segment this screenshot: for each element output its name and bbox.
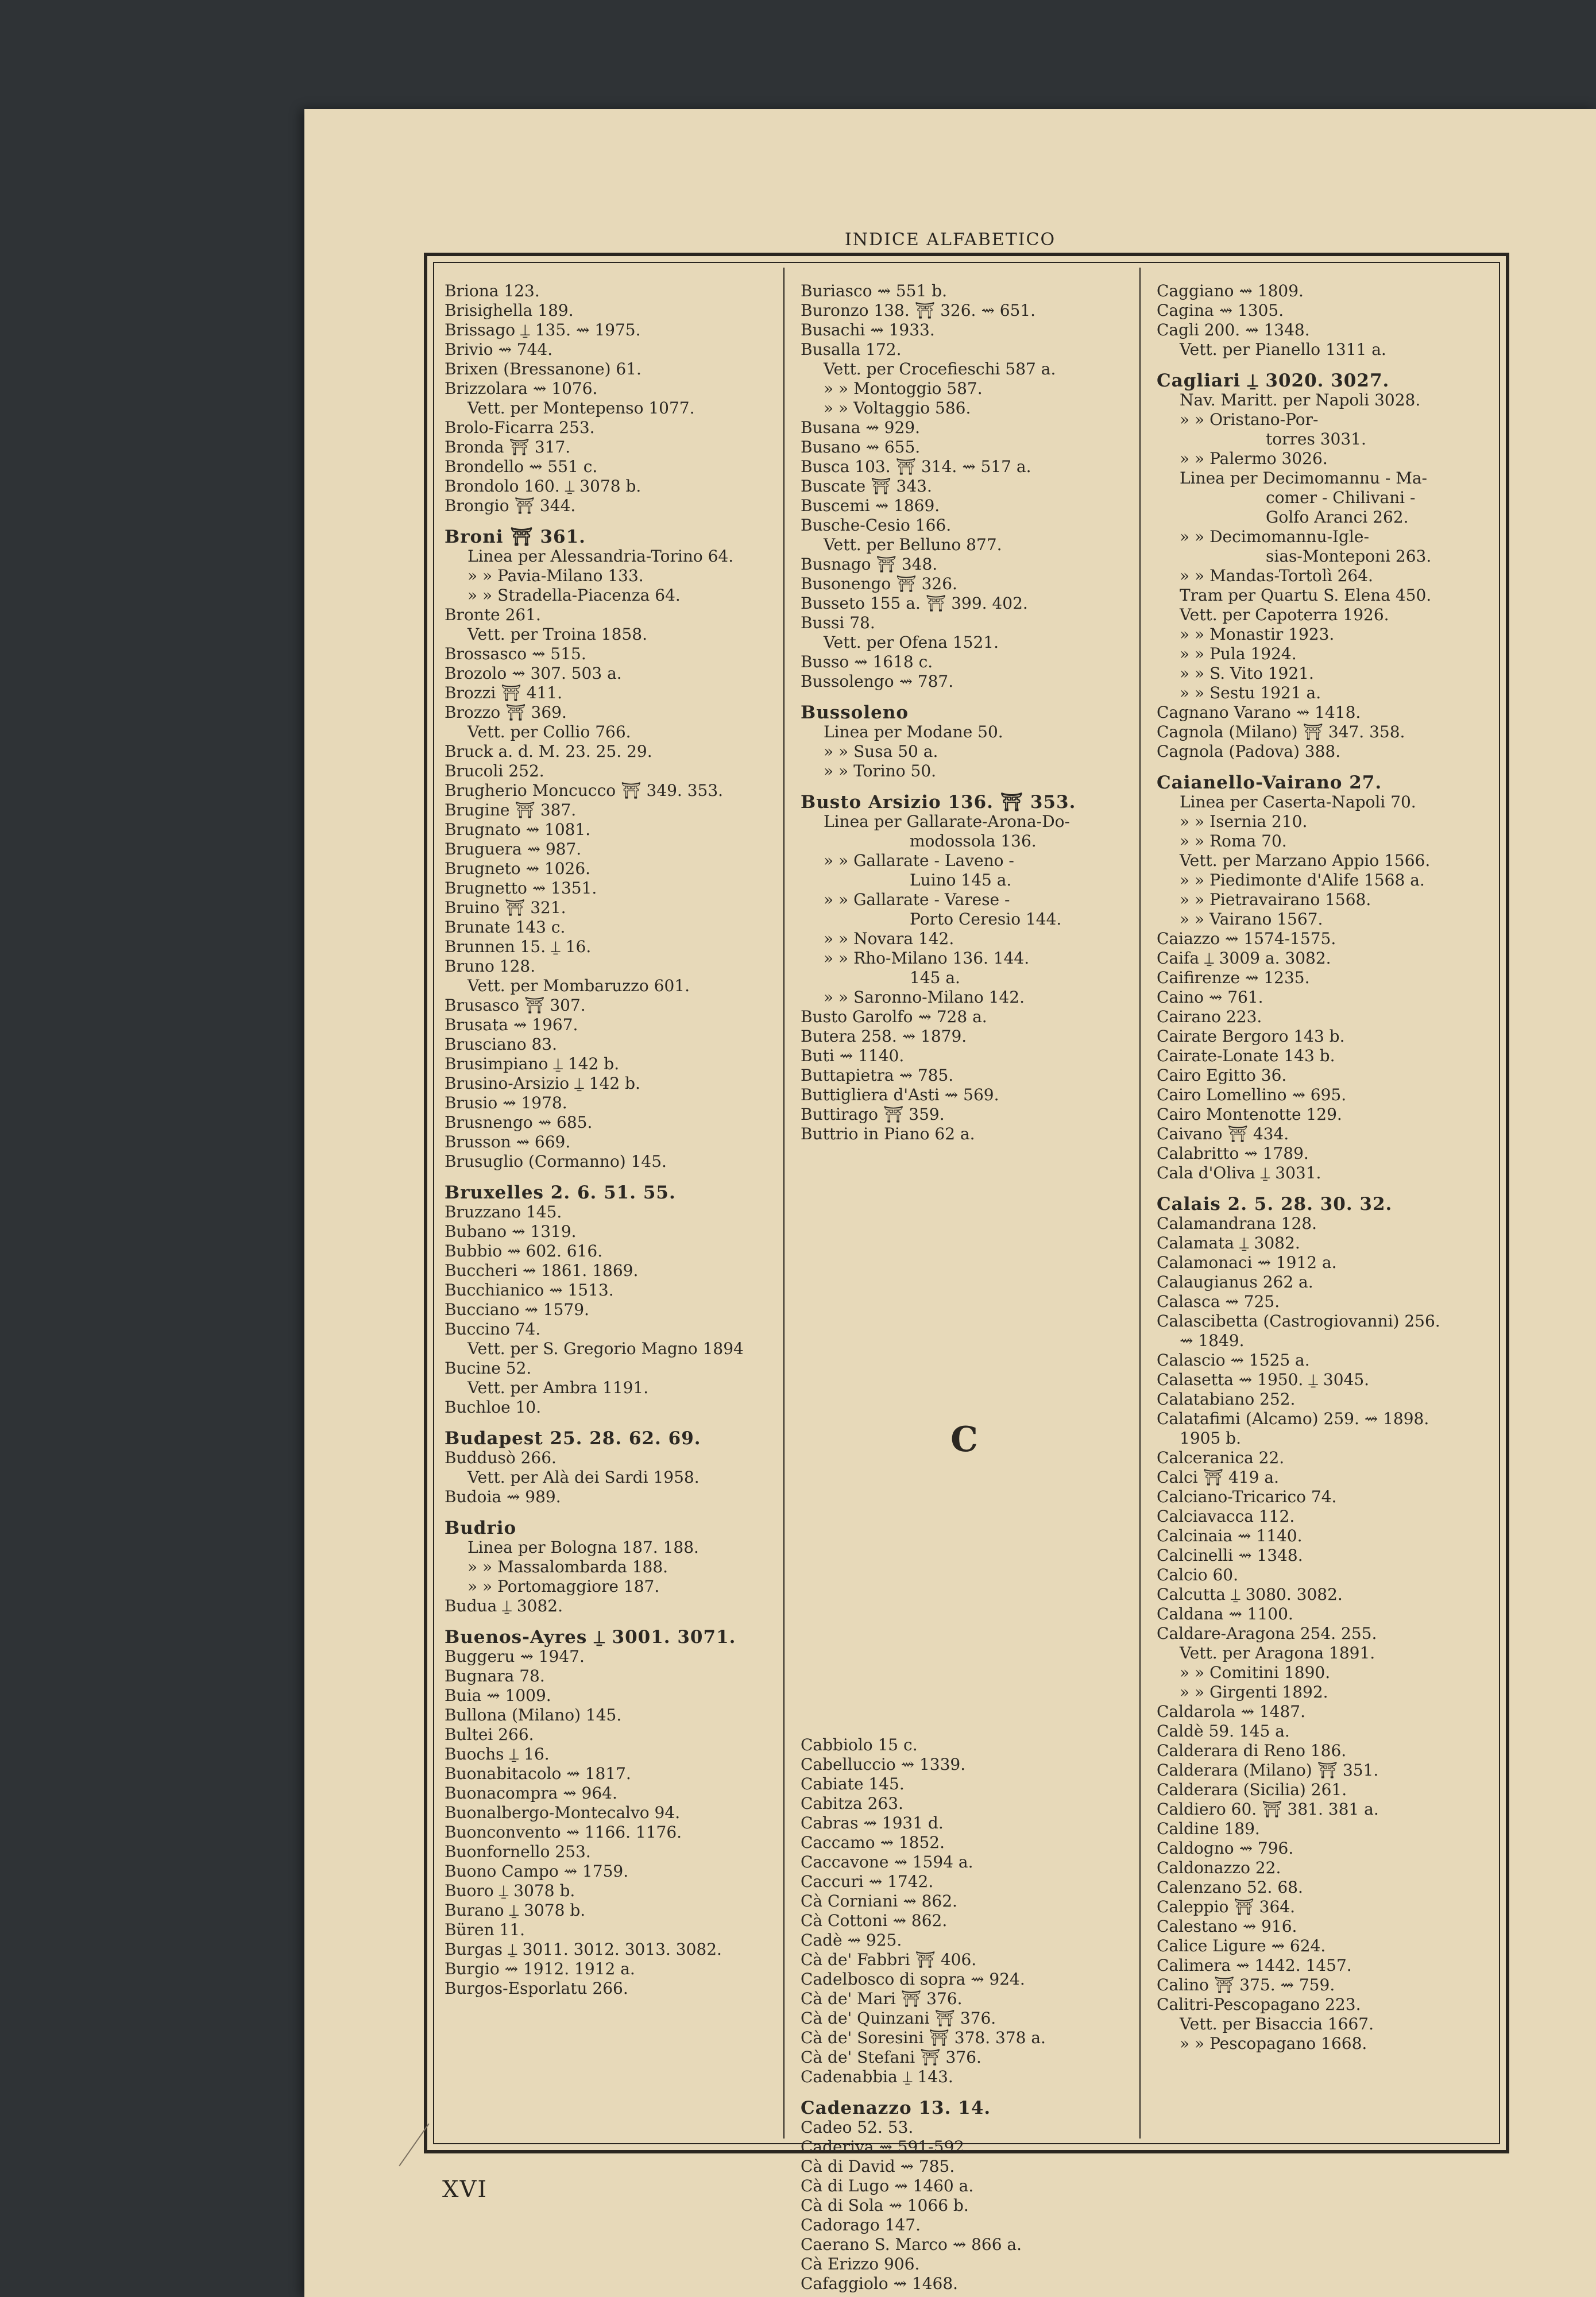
index-entry: Calimera ⇝ 1442. 1457. [1157, 1956, 1352, 1975]
index-sub-entry: » » Decimomannu-Igle- [1180, 527, 1369, 546]
index-entry: Cà de' Quinzani ⛩ 376. [801, 2009, 996, 2028]
index-sub-entry: » » Pavia-Milano 133. [467, 566, 644, 585]
index-sub-entry: » » Stradella-Piacenza 64. [467, 586, 681, 605]
index-entry: Caldonazzo 22. [1157, 1858, 1281, 1877]
index-entry: Brusimpiano ⍊ 142 b. [445, 1054, 620, 1073]
index-entry-continuation: 145 a. [910, 968, 960, 987]
index-entry: Brossasco ⇝ 515. [445, 644, 586, 663]
index-sub-entry: Linea per Alessandria-Torino 64. [467, 547, 734, 566]
index-entry: Büren 11. [445, 1920, 525, 1939]
index-heading-entry: Buenos-Ayres ⍊ 3001. 3071. [445, 1627, 736, 1648]
index-entry: Cabiate 145. [801, 1774, 905, 1793]
index-entry: Buccino 74. [445, 1320, 541, 1339]
index-entry: Budua ⍊ 3082. [445, 1596, 563, 1615]
index-entry: Brusata ⇝ 1967. [445, 1015, 578, 1034]
index-entry: Cà Cottoni ⇝ 862. [801, 1911, 948, 1930]
index-entry: Butera 258. ⇝ 1879. [801, 1027, 967, 1046]
index-entry: Brugherio Moncucco ⛩ 349. 353. [445, 781, 724, 800]
index-entry: Busalla 172. [801, 340, 902, 359]
index-entry: Calciavacca 112. [1157, 1507, 1295, 1526]
index-sub-entry: Vett. per Ambra 1191. [467, 1378, 649, 1397]
index-entry: Brondolo 160. ⍊ 3078 b. [445, 477, 642, 496]
index-entry: Bronte 261. [445, 605, 541, 624]
index-entry: Caldarola ⇝ 1487. [1157, 1702, 1305, 1721]
index-sub-entry: » » Monastir 1923. [1180, 625, 1335, 644]
index-entry: Budoia ⇝ 989. [445, 1487, 561, 1506]
index-sub-entry: Vett. per Collio 766. [467, 722, 631, 741]
index-entry: Buonabitacolo ⇝ 1817. [445, 1764, 631, 1783]
index-entry: Calceranica 22. [1157, 1448, 1285, 1467]
index-sub-entry: » » Novara 142. [824, 929, 954, 948]
index-entry: Bruck a. d. M. 23. 25. 29. [445, 742, 652, 761]
index-entry: Buscemi ⇝ 1869. [801, 496, 940, 515]
index-entry: Bruno 128. [445, 957, 536, 976]
index-heading-entry: Calais 2. 5. 28. 30. 32. [1157, 1194, 1393, 1215]
index-entry: Busonengo ⛩ 326. [801, 574, 957, 593]
index-column-3 [1157, 281, 1490, 2133]
index-entry: Brozzo ⛩ 369. [445, 703, 567, 722]
index-sub-entry: Vett. per Ofena 1521. [824, 633, 999, 652]
index-sub-entry: » » Isernia 210. [1180, 812, 1308, 831]
index-sub-entry: Vett. per Belluno 877. [824, 535, 1002, 554]
index-entry: Buchloe 10. [445, 1398, 542, 1417]
section-gap [801, 1144, 1128, 1391]
index-sub-entry: » » Pietravairano 1568. [1180, 890, 1371, 909]
column-rule-1 [783, 268, 785, 2139]
index-sub-entry: » » Sestu 1921 a. [1180, 683, 1321, 702]
index-sub-entry: Nav. Maritt. per Napoli 3028. [1180, 390, 1421, 409]
index-entry: Buddusò 266. [445, 1448, 557, 1467]
index-entry: Calamata ⍊ 3082. [1157, 1233, 1300, 1252]
index-sub-entry: » » Susa 50 a. [824, 742, 938, 761]
index-sub-entry: 1905 b. [1180, 1429, 1241, 1448]
index-entry: Cà di Sola ⇝ 1066 b. [801, 2196, 969, 2215]
index-entry: Buttigliera d'Asti ⇝ 569. [801, 1085, 999, 1104]
book-page [304, 109, 1596, 2297]
index-entry: Cairate-Lonate 143 b. [1157, 1046, 1335, 1065]
index-entry: Cairo Lomellino ⇝ 695. [1157, 1085, 1347, 1104]
index-sub-entry: Vett. per S. Gregorio Magno 1894 [467, 1339, 744, 1358]
index-entry: Calderara (Sicilia) 261. [1157, 1780, 1347, 1799]
index-entry: Calamonaci ⇝ 1912 a. [1157, 1253, 1337, 1272]
index-entry: Calci ⛩ 419 a. [1157, 1468, 1279, 1487]
index-heading-entry: Bussoleno [801, 702, 909, 723]
index-heading-entry: Cagliari ⍊ 3020. 3027. [1157, 370, 1390, 391]
index-entry: Cà di David ⇝ 785. [801, 2157, 955, 2176]
index-entry: Bruguera ⇝ 987. [445, 840, 582, 859]
index-sub-entry: » » Pescopagano 1668. [1180, 2034, 1367, 2053]
index-entry-continuation: torres 3031. [1266, 430, 1366, 448]
index-entry: Caerano S. Marco ⇝ 866 a. [801, 2235, 1022, 2254]
index-entry: Brunate 143 c. [445, 918, 566, 937]
index-entry: Bruino ⛩ 321. [445, 898, 566, 917]
index-entry: Cabbiolo 15 c. [801, 1735, 918, 1754]
index-sub-entry: Vett. per Crocefieschi 587 a. [824, 359, 1056, 378]
index-entry: Cairano 223. [1157, 1007, 1262, 1026]
index-entry: Cabelluccio ⇝ 1339. [801, 1755, 966, 1774]
index-sub-entry: Linea per Modane 50. [824, 722, 1003, 741]
index-entry: Cairate Bergoro 143 b. [1157, 1027, 1345, 1046]
index-sub-entry: Vett. per Alà dei Sardi 1958. [467, 1468, 700, 1487]
column-rule-2 [1139, 268, 1141, 2139]
index-sub-entry: Linea per Bologna 187. 188. [467, 1538, 699, 1557]
index-entry: Cagnola (Padova) 388. [1157, 742, 1341, 761]
index-column-1 [445, 281, 772, 2133]
index-entry: Calatabiano 252. [1157, 1390, 1296, 1409]
index-entry: Calenzano 52. 68. [1157, 1878, 1303, 1897]
index-sub-entry: » » Comitini 1890. [1180, 1663, 1331, 1682]
index-heading-entry: Budapest 25. 28. 62. 69. [445, 1428, 701, 1449]
index-sub-entry: » » Saronno-Milano 142. [824, 988, 1025, 1007]
index-entry: Caiazzo ⇝ 1574-1575. [1157, 929, 1336, 948]
index-heading-entry: Caianello-Vairano 27. [1157, 772, 1382, 793]
index-sub-entry: Vett. per Montepenso 1077. [467, 399, 695, 417]
index-entry: Buonacompra ⇝ 964. [445, 1784, 617, 1803]
index-sub-entry: » » Montoggio 587. [824, 379, 983, 398]
index-entry: Cà de' Soresini ⛩ 378. 378 a. [801, 2028, 1046, 2047]
index-entry: Calaugianus 262 a. [1157, 1273, 1313, 1291]
running-head: INDICE ALFABETICO [844, 230, 1056, 250]
index-heading-entry: Busto Arsizio 136. ⛩ 353. [801, 792, 1076, 813]
index-sub-entry: » » Pula 1924. [1180, 644, 1297, 663]
index-entry: Caccavone ⇝ 1594 a. [801, 1853, 973, 1871]
index-entry: Calitri-Pescopagano 223. [1157, 1995, 1361, 2014]
index-entry: Cadelbosco di sopra ⇝ 924. [801, 1970, 1025, 1989]
index-entry: Brusciano 83. [445, 1035, 558, 1054]
index-entry: Buonalbergo-Montecalvo 94. [445, 1803, 681, 1822]
index-entry: Cà de' Stefani ⛩ 376. [801, 2048, 981, 2067]
index-entry: Caifa ⍊ 3009 a. 3082. [1157, 949, 1331, 968]
index-heading-entry: Bruxelles 2. 6. 51. 55. [445, 1182, 676, 1203]
index-entry: Calasetta ⇝ 1950. ⍊ 3045. [1157, 1370, 1370, 1389]
index-entry: Burgio ⇝ 1912. 1912 a. [445, 1959, 635, 1978]
index-sub-entry: » » Rho-Milano 136. 144. [824, 949, 1030, 968]
page-number: XVI [442, 2176, 488, 2203]
index-entry: Bussolengo ⇝ 787. [801, 672, 954, 691]
index-entry: Calice Ligure ⇝ 624. [1157, 1936, 1326, 1955]
index-entry: Brissago ⍊ 135. ⇝ 1975. [445, 320, 641, 339]
index-entry: Caldine 189. [1157, 1819, 1260, 1838]
index-entry: Calamandrana 128. [1157, 1214, 1317, 1233]
index-entry: Cagnola (Milano) ⛩ 347. 358. [1157, 722, 1405, 741]
index-entry: Busseto 155 a. ⛩ 399. 402. [801, 594, 1028, 613]
index-sub-entry: » » Gallarate - Varese - [824, 890, 1010, 909]
index-entry: Cà de' Mari ⛩ 376. [801, 1989, 963, 2008]
index-sub-entry: Linea per Caserta-Napoli 70. [1180, 792, 1416, 811]
index-entry: Buonfornello 253. [445, 1842, 591, 1861]
index-entry: Busso ⇝ 1618 c. [801, 652, 933, 671]
index-entry: Buoro ⍊ 3078 b. [445, 1881, 575, 1900]
index-entry: Bubbio ⇝ 602. 616. [445, 1242, 603, 1260]
index-entry: Buttirago ⛩ 359. [801, 1105, 945, 1124]
index-sub-entry: » » Palermo 3026. [1180, 449, 1328, 468]
index-entry: Cà Corniani ⇝ 862. [801, 1892, 957, 1911]
index-entry: Calatafimi (Alcamo) 259. ⇝ 1898. [1157, 1409, 1429, 1428]
index-sub-entry: Vett. per Marzano Appio 1566. [1180, 851, 1431, 870]
index-sub-entry: » » Gallarate - Laveno - [824, 851, 1014, 870]
index-entry: Cadeo 52. 53. [801, 2118, 914, 2137]
index-sub-entry: Vett. per Aragona 1891. [1180, 1644, 1375, 1662]
index-entry: Bubano ⇝ 1319. [445, 1222, 577, 1241]
index-sub-entry: Tram per Quartu S. Elena 450. [1180, 586, 1432, 605]
index-sub-entry: » » Torino 50. [824, 761, 937, 780]
index-entry: Brugneto ⇝ 1026. [445, 859, 591, 878]
index-entry: Cabras ⇝ 1931 d. [801, 1813, 944, 1832]
index-sub-entry: » » Girgenti 1892. [1180, 1683, 1328, 1702]
index-entry: Buronzo 138. ⛩ 326. ⇝ 651. [801, 301, 1036, 320]
index-heading-entry: Budrio [445, 1518, 517, 1538]
index-entry: Caifirenze ⇝ 1235. [1157, 968, 1310, 987]
index-entry: Calcutta ⍊ 3080. 3082. [1157, 1585, 1343, 1604]
index-entry: Calcinelli ⇝ 1348. [1157, 1546, 1303, 1565]
index-entry: Caivano ⛩ 434. [1157, 1124, 1289, 1143]
index-sub-entry: » » Portomaggiore 187. [467, 1577, 660, 1596]
index-sub-entry: Vett. per Bisaccia 1667. [1180, 2014, 1374, 2033]
index-entry: Buttrio in Piano 62 a. [801, 1124, 975, 1143]
index-entry: Cala d'Oliva ⍊ 3031. [1157, 1163, 1321, 1182]
index-entry: Cagli 200. ⇝ 1348. [1157, 320, 1310, 339]
section-gap [801, 1488, 1128, 1735]
index-entry: Brizzolara ⇝ 1076. [445, 379, 598, 398]
index-entry: Buonconvento ⇝ 1166. 1176. [445, 1823, 682, 1842]
index-entry: Brixen (Bressanone) 61. [445, 359, 642, 378]
index-entry: Bullona (Milano) 145. [445, 1706, 622, 1724]
index-entry: Calciano-Tricarico 74. [1157, 1487, 1337, 1506]
index-entry: Bultei 266. [445, 1725, 534, 1744]
index-entry: Burgos-Esporlatu 266. [445, 1979, 628, 1998]
index-entry: Burgas ⍊ 3011. 3012. 3013. 3082. [445, 1940, 722, 1959]
index-entry: Busche-Cesio 166. [801, 516, 952, 535]
index-sub-entry: » » Piedimonte d'Alife 1568 a. [1180, 871, 1425, 890]
index-entry: Cairo Montenotte 129. [1157, 1105, 1342, 1124]
index-entry: Calcinaia ⇝ 1140. [1157, 1526, 1303, 1545]
index-entry: Brucoli 252. [445, 761, 544, 780]
index-entry: Busana ⇝ 929. [801, 418, 921, 437]
index-entry: Brivio ⇝ 744. [445, 340, 553, 359]
index-entry: Buccheri ⇝ 1861. 1869. [445, 1261, 639, 1280]
index-entry: Bucchianico ⇝ 1513. [445, 1281, 614, 1300]
section-letter: C [950, 1420, 978, 1460]
index-entry: Caccamo ⇝ 1852. [801, 1833, 945, 1852]
index-entry: Calderara (Milano) ⛩ 351. [1157, 1761, 1379, 1780]
index-sub-entry: Linea per Gallarate-Arona-Do- [824, 812, 1070, 831]
index-sub-entry: » » Roma 70. [1180, 832, 1287, 850]
index-entry: Brusio ⇝ 1978. [445, 1093, 567, 1112]
index-entry: Bucine 52. [445, 1359, 532, 1378]
index-entry: Bugnara 78. [445, 1666, 545, 1685]
index-sub-entry: » » Voltaggio 586. [824, 399, 971, 417]
index-entry: Brugnetto ⇝ 1351. [445, 879, 597, 898]
index-entry: Cà de' Fabbri ⛩ 406. [801, 1950, 977, 1969]
index-entry: Cagnano Varano ⇝ 1418. [1157, 703, 1361, 722]
index-entry: Cadè ⇝ 925. [801, 1931, 902, 1950]
index-entry: Brugnato ⇝ 1081. [445, 820, 591, 839]
index-entry: Cà Erizzo 906. [801, 2255, 920, 2273]
index-entry: Brusson ⇝ 669. [445, 1132, 571, 1151]
index-sub-entry: » » Massalombarda 188. [467, 1557, 668, 1576]
index-entry: Brondello ⇝ 551 c. [445, 457, 598, 476]
index-entry: Cà di Lugo ⇝ 1460 a. [801, 2176, 974, 2195]
index-entry-continuation: modossola 136. [910, 832, 1037, 850]
index-entry: Brugine ⛩ 387. [445, 801, 577, 819]
index-sub-entry: » » Oristano-Por- [1180, 410, 1319, 429]
index-sub-entry: ⇝ 1849. [1180, 1331, 1245, 1350]
index-entry: Caldare-Aragona 254. 255. [1157, 1624, 1377, 1643]
index-entry: Calino ⛩ 375. ⇝ 759. [1157, 1975, 1335, 1994]
index-entry: Cadorago 147. [801, 2215, 921, 2234]
index-entry: Bronda ⛩ 317. [445, 438, 571, 457]
index-entry: Caldè 59. 145 a. [1157, 1722, 1290, 1741]
index-entry: Calabritto ⇝ 1789. [1157, 1144, 1309, 1163]
index-entry: Busnago ⛩ 348. [801, 555, 938, 574]
index-entry: Buggeru ⇝ 1947. [445, 1647, 585, 1666]
index-entry: Calasca ⇝ 725. [1157, 1292, 1280, 1311]
index-entry: Brusino-Arsizio ⍊ 142 b. [445, 1074, 640, 1093]
index-entry: Brisighella 189. [445, 301, 574, 320]
index-entry: Caccuri ⇝ 1742. [801, 1872, 934, 1891]
index-entry: Cadenabbia ⍊ 143. [801, 2067, 953, 2086]
index-entry: Cafaggiolo ⇝ 1468. [801, 2274, 959, 2293]
index-entry: Brusuglio (Cormanno) 145. [445, 1152, 667, 1171]
index-entry: Busto Garolfo ⇝ 728 a. [801, 1007, 987, 1026]
index-entry: Buono Campo ⇝ 1759. [445, 1862, 629, 1881]
index-entry: Busano ⇝ 655. [801, 438, 921, 457]
index-heading-entry: Cadenazzo 13. 14. [801, 2098, 991, 2118]
index-entry-continuation: comer - Chilivani - [1266, 488, 1416, 507]
index-entry: Brunnen 15. ⍊ 16. [445, 937, 592, 956]
index-entry: Buttapietra ⇝ 785. [801, 1066, 954, 1085]
index-entry: Caderiva ⇝ 591-592. [801, 2137, 969, 2156]
index-sub-entry: Linea per Decimomannu - Ma- [1180, 469, 1428, 488]
index-entry-continuation: sias-Monteponi 263. [1266, 547, 1432, 566]
index-entry-continuation: Golfo Aranci 262. [1266, 508, 1409, 527]
index-column-2 [801, 281, 1128, 2293]
index-heading-entry: Broni ⛩ 361. [445, 527, 586, 547]
index-entry: Burano ⍊ 3078 b. [445, 1901, 586, 1920]
index-entry: Cagina ⇝ 1305. [1157, 301, 1284, 320]
index-entry: Bucciano ⇝ 1579. [445, 1300, 589, 1319]
index-entry: Cabitza 263. [801, 1794, 903, 1813]
index-entry: Caldana ⇝ 1100. [1157, 1604, 1293, 1623]
index-entry: Bruzzano 145. [445, 1202, 562, 1221]
index-sub-entry: Vett. per Capoterra 1926. [1180, 605, 1389, 624]
index-sub-entry: » » Vairano 1567. [1180, 910, 1323, 929]
index-entry: Brolo-Ficarra 253. [445, 418, 595, 437]
index-entry: Brozzi ⛩ 411. [445, 683, 562, 702]
index-entry: Brusnengo ⇝ 685. [445, 1113, 593, 1132]
index-entry: Buia ⇝ 1009. [445, 1686, 551, 1705]
index-entry: Buochs ⍊ 16. [445, 1745, 550, 1764]
index-sub-entry: » » S. Vito 1921. [1180, 664, 1314, 683]
index-entry: Brusasco ⛩ 307. [445, 996, 586, 1015]
index-entry: Busachi ⇝ 1933. [801, 320, 935, 339]
index-entry-continuation: Porto Ceresio 144. [910, 910, 1062, 929]
index-entry: Brongio ⛩ 344. [445, 496, 576, 515]
index-entry: Briona 123. [445, 281, 540, 300]
index-entry: Calestano ⇝ 916. [1157, 1917, 1297, 1936]
index-entry: Calascio ⇝ 1525 a. [1157, 1351, 1310, 1370]
index-entry: Buscate ⛩ 343. [801, 477, 932, 496]
index-entry: Calcio 60. [1157, 1565, 1238, 1584]
index-entry: Caino ⇝ 761. [1157, 988, 1263, 1007]
index-entry: Bussi 78. [801, 613, 875, 632]
index-entry-continuation: Luino 145 a. [910, 871, 1012, 890]
index-sub-entry: Vett. per Mombaruzzo 601. [467, 976, 690, 995]
index-sub-entry: Vett. per Troina 1858. [467, 625, 647, 644]
index-entry: Caldogno ⇝ 796. [1157, 1839, 1294, 1858]
index-sub-entry: Vett. per Pianello 1311 a. [1180, 340, 1386, 359]
index-entry: Caleppio ⛩ 364. [1157, 1897, 1295, 1916]
index-entry: Caggiano ⇝ 1809. [1157, 281, 1304, 300]
index-entry: Calderara di Reno 186. [1157, 1741, 1347, 1760]
index-entry: Buriasco ⇝ 551 b. [801, 281, 947, 300]
index-entry: Caldiero 60. ⛩ 381. 381 a. [1157, 1800, 1379, 1819]
index-entry: Brozolo ⇝ 307. 503 a. [445, 664, 622, 683]
index-entry: Calascibetta (Castrogiovanni) 256. [1157, 1312, 1440, 1331]
index-entry: Busca 103. ⛩ 314. ⇝ 517 a. [801, 457, 1031, 476]
index-entry: Buti ⇝ 1140. [801, 1046, 905, 1065]
index-sub-entry: » » Mandas-Tortolì 264. [1180, 566, 1373, 585]
index-entry: Cairo Egitto 36. [1157, 1066, 1287, 1085]
